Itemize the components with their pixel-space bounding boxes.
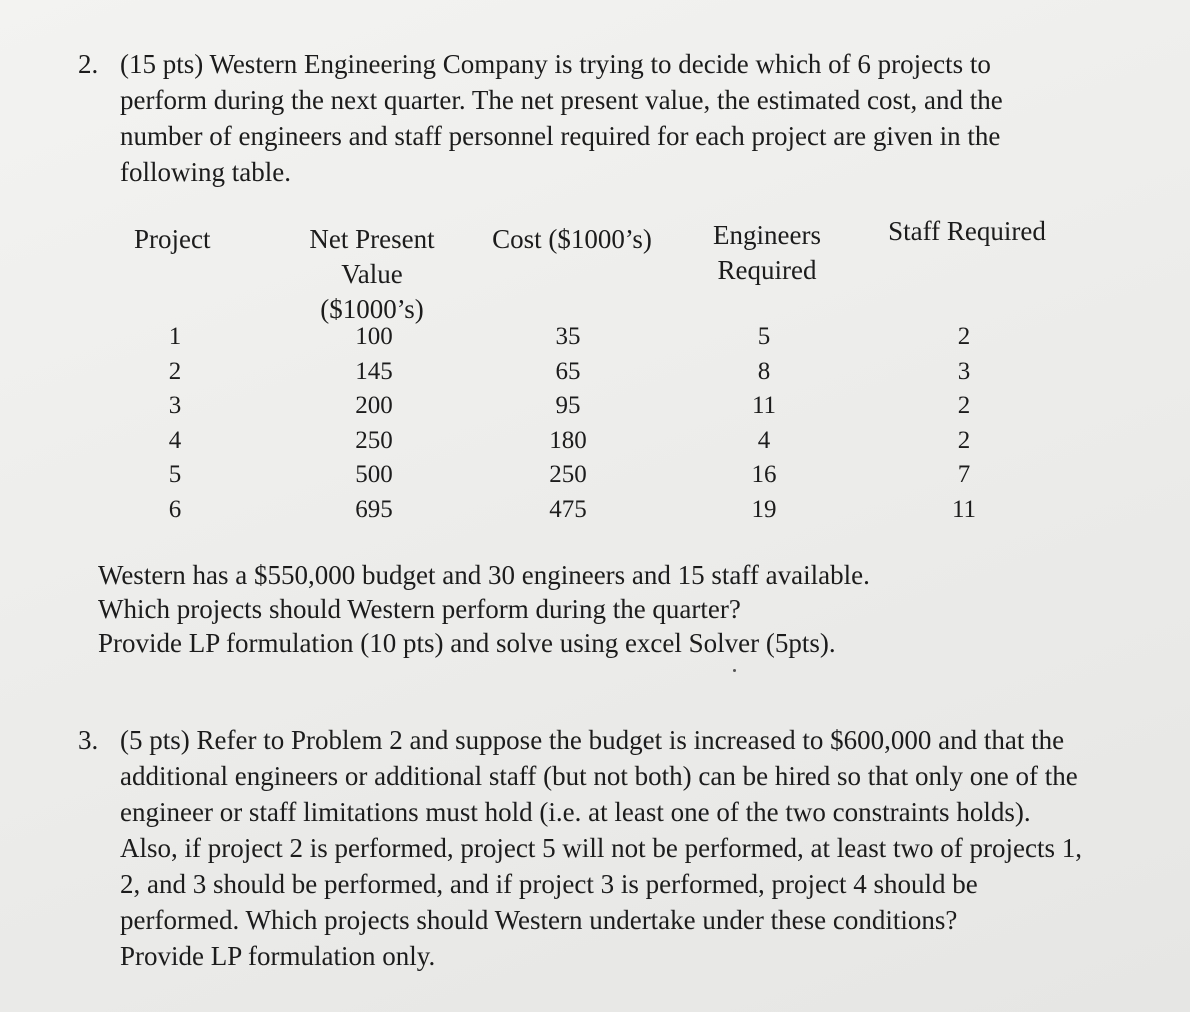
table-cell: 65 [555, 357, 581, 385]
table-cell: 2 [957, 426, 971, 454]
table-cell: 8 [757, 357, 771, 385]
table-cell: 2 [168, 357, 182, 385]
header-project: Project [134, 224, 211, 254]
table-cell: 180 [549, 426, 587, 454]
problem-2-question [98, 558, 998, 660]
problem-2-number: 2. [78, 49, 99, 79]
table-cell: 4 [168, 426, 182, 454]
table-cell: 145 [355, 357, 393, 385]
problem-3-line: engineer or staff limitations must hold (i.e. at least one of the two constraints holds). [120, 797, 1031, 827]
problem-2-text [120, 46, 1078, 190]
table-cell: 475 [549, 495, 587, 523]
table-cell: 3 [168, 392, 182, 420]
header-npv-line: Net Present [309, 224, 435, 254]
header-engineers [702, 218, 832, 288]
column-engineers [734, 320, 794, 528]
problem-2-line: number of engineers and staff personnel required for each project are given in the [120, 121, 1001, 151]
table-cell: 7 [957, 461, 971, 489]
table-cell: 1 [168, 323, 182, 350]
problem-3-line: Provide LP formulation only. [120, 941, 436, 971]
table-cell: 2 [957, 323, 971, 350]
problem-3 [78, 722, 1138, 974]
column-npv [336, 320, 412, 528]
table-cell: 11 [951, 495, 977, 523]
header-npv-line: Value [341, 259, 403, 289]
problem-3-text [120, 722, 1138, 974]
table-cell: 16 [751, 461, 777, 489]
header-cost: Cost ($1000’s) [492, 224, 652, 254]
table-cell: 695 [355, 495, 393, 523]
table-cell: 4 [757, 426, 771, 454]
problem-3-line: (5 pts) Refer to Problem 2 and suppose the budget is increased to $600,000 and that the [120, 725, 1065, 755]
problem-2 [78, 46, 1078, 190]
table-cell: 250 [549, 461, 587, 489]
table-cell: 5 [168, 461, 182, 489]
problem-3-line: performed. Which projects should Western undertake under these conditions? [120, 905, 958, 935]
problem-3-line: additional engineers or additional staff (but not both) can be hired so that only one of the [120, 761, 1078, 791]
stray-mark [733, 669, 736, 672]
problem-3-line: Also, if project 2 is performed, project 5 will not be performed, at least two of projects 1, [120, 833, 1082, 863]
problem-3-line: 2, and 3 should be performed, and if project 3 is performed, project 4 should be [120, 869, 978, 899]
table-cell: 2 [957, 392, 971, 420]
table-cell: 95 [555, 392, 581, 420]
table-cell: 100 [355, 323, 393, 350]
problem-2-line: (15 pts) Western Engineering Company is trying to decide which of 6 projects to [120, 49, 991, 79]
table-cell: 35 [555, 323, 581, 350]
column-staff [936, 320, 992, 528]
table-cell: 250 [355, 426, 393, 454]
problem-3-number: 3. [78, 725, 99, 755]
header-npv [298, 222, 446, 327]
problem-2-line: following table. [120, 157, 291, 187]
header-npv-line: ($1000’s) [320, 294, 424, 324]
problem-2-line: perform during the next quarter. The net present value, the estimated cost, and the [120, 85, 1003, 115]
table-cell: 500 [355, 461, 393, 489]
question-line: Which projects should Western perform during the quarter? [98, 594, 741, 624]
table-cell: 19 [751, 495, 777, 523]
header-engineers-line: Engineers [713, 220, 821, 250]
column-project [155, 320, 195, 528]
table-cell: 200 [355, 392, 393, 420]
column-cost [530, 320, 606, 528]
table-cell: 6 [168, 495, 182, 523]
header-staff: Staff Required [888, 216, 1046, 246]
table-cell: 5 [757, 323, 771, 350]
question-line: Western has a $550,000 budget and 30 engineers and 15 staff available. [98, 560, 870, 590]
table-cell: 11 [751, 392, 777, 420]
question-line: Provide LP formulation (10 pts) and solve using excel Solver (5pts). [98, 628, 836, 658]
table-cell: 3 [957, 357, 971, 385]
header-engineers-line: Required [717, 255, 817, 285]
